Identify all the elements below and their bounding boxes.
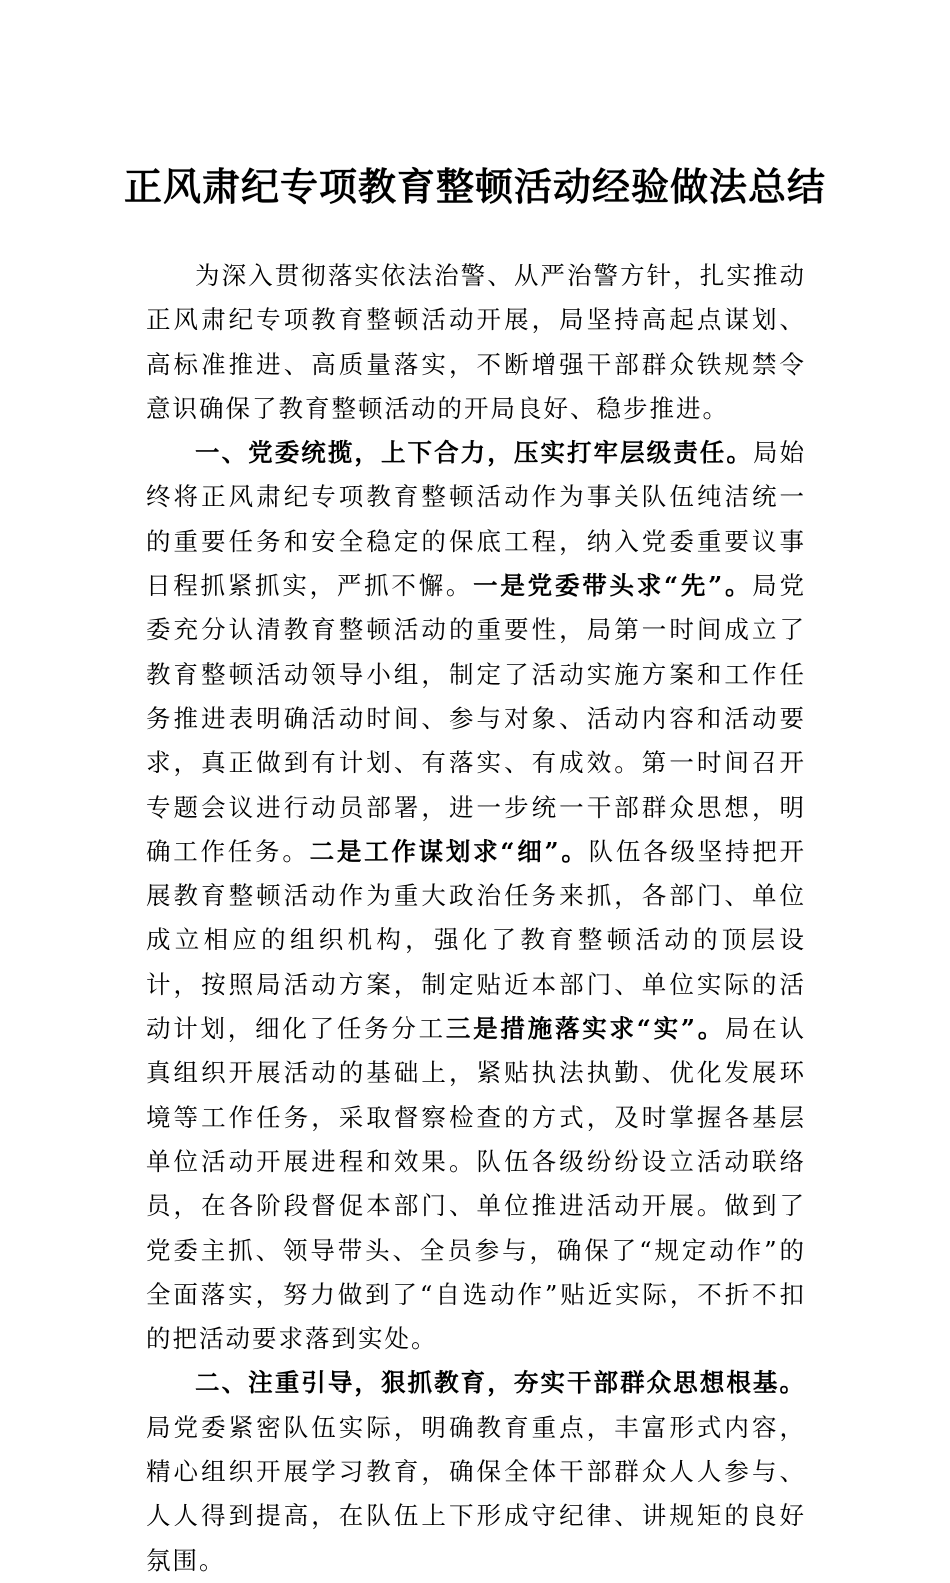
intro-paragraph [146,254,806,431]
section-one-text-3: 队伍各级坚持把开展教育整顿活动作为重大政治任务来抓，各部门、单位成立相应的组织机构，强化了教育整顿活动的顶层设计，按照局活动方案，制定贴近本部门、单位实际的活动计划，细化了任务分工 [146,836,806,1044]
section-one-paragraph [146,431,806,1361]
document-body [146,254,806,1583]
section-one-point-3: 三是措施落实求“实”。 [445,1014,725,1044]
section-one-point-2: 二是工作谋划求“细”。 [309,836,589,866]
intro-text: 为深入贯彻落实依法治警、从严治警方针，扎实推动正风肃纪专项教育整顿活动开展，局坚持高起点谋划、高标准推进、高质量落实，不断增强干部群众铁规禁令意识确保了教育整顿活动的开局良好、稳步推进。 [146,261,806,423]
section-one-text-2: 局党委充分认清教育整顿活动的重要性，局第一时间成立了教育整顿活动领导小组，制定了活动实施方案和工作任务推进表明确活动时间、参与对象、活动内容和活动要求，真正做到有计划、有落实、有成效。第一时间召开专题会议进行动员部署，进一步统一干部群众思想，明确工作任务。 [146,571,806,866]
section-one-point-1: 一是党委带头求“先”。 [473,571,753,601]
section-one-text-1: 局始终将正风肃纪专项教育整顿活动作为事关队伍纯洁统一的重要任务和安全稳定的保底工程，纳入党委重要议事日程抓紧抓实，严抓不懈。 [146,438,807,601]
section-one-text-4: 局在认真组织开展活动的基础上，紧贴执法执勤、优化发展环境等工作任务，采取督察检查的方式，及时掌握各基层单位活动开展进程和效果。队伍各级纷纷设立活动联络员，在各阶段督促本部门、单位推进活动开展。做到了党委主抓、领导带头、全员参与，确保了“规定动作”的全面落实，努力做到了“自选动作”贴近实际，不折不扣的把活动要求落到实处。 [146,1014,807,1354]
section-two-text-1: 局党委紧密队伍实际，明确教育重点，丰富形式内容，精心组织开展学习教育，确保全体干部群众人人参与、人人得到提高，在队伍上下形成守纪律、讲规矩的良好氛围。 [146,1412,806,1575]
document-title: 正风肃纪专项教育整顿活动经验做法总结 [123,164,826,209]
section-one-heading: 一、党委统揽，上下合力，压实打牢层级责任。 [195,438,753,468]
section-two-paragraph [146,1361,806,1582]
section-two-heading: 二、注重引导，狠抓教育，夯实干部群众思想根基。 [195,1368,806,1398]
